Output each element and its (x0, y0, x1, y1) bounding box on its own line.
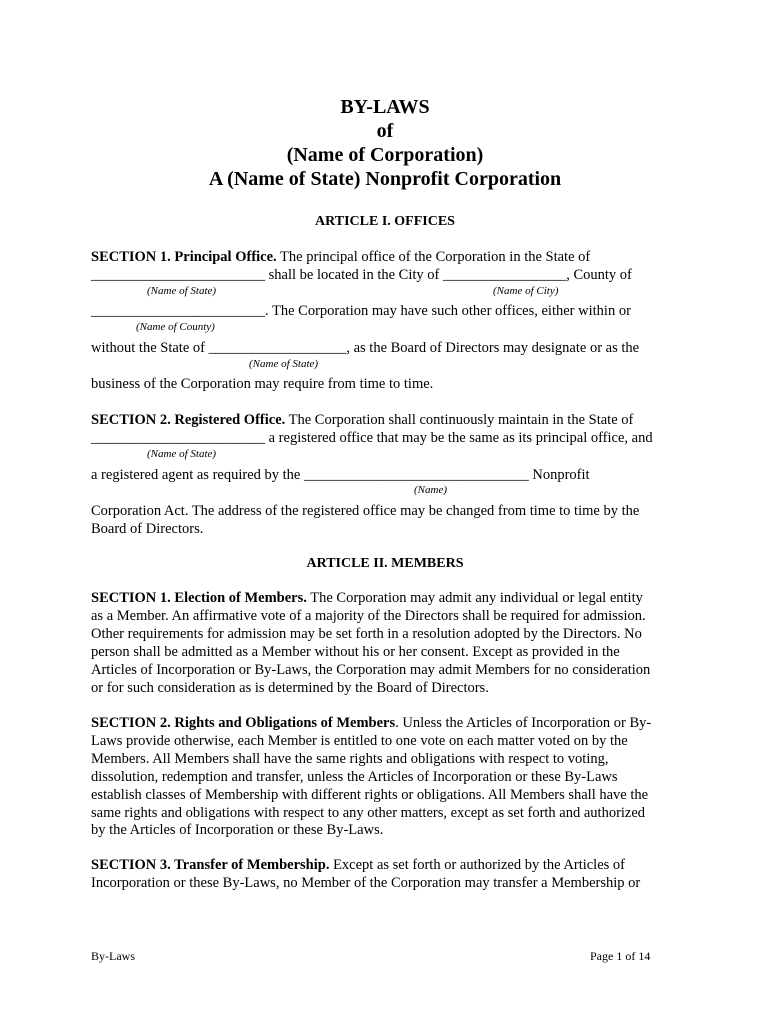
a1-s1-sub-city: (Name of City) (493, 285, 559, 297)
a2-s2-line: Members. All Members shall have the same rights and obligations with respect to voting, (91, 750, 609, 767)
title-line-of: of (376, 120, 394, 142)
a2-s1-line (91, 590, 681, 608)
a2-s3-line: Incorporation or these By-Laws, no Member of the Corporation may transfer a Membership or (91, 874, 641, 891)
a2-s1-line: person shall be admitted as a Member without his or her consent. Except as provided in the (91, 643, 620, 660)
a1-s1-line-2: ________________________ shall be located in the City of _________________, County of (91, 267, 632, 283)
a1-s2-sub-state: (Name of State) (147, 448, 217, 460)
a2-s3-line (91, 857, 681, 875)
a1-s2-label: SECTION 2. Registered Office. (91, 412, 286, 428)
a2-s2-line (91, 715, 681, 733)
a2-s2-text: . Unless the Articles of Incorporation or By- (395, 715, 652, 731)
a2-s2-line: dissolution, redemption and transfer, unless the Articles of Incorporation or these By-Laws (91, 768, 618, 785)
a1-s2-line-3: a registered agent as required by the _______________________________ Nonprofit (91, 467, 590, 483)
a2-s3-label: SECTION 3. Transfer of Membership. (91, 857, 330, 873)
title-line-bylaws: BY-LAWS (340, 96, 430, 118)
title-line-state-nonprofit: A (Name of State) Nonprofit Corporation (208, 168, 562, 190)
a2-section-1 (91, 590, 681, 697)
a2-s2-line: Laws provide otherwise, each Member is entitled to one vote on each matter voted on by the (91, 732, 628, 749)
a2-s1-line: Articles of Incorporation or By-Laws, the Corporation may admit Members for no consideration (91, 661, 651, 678)
a2-section-3 (91, 857, 681, 893)
a1-s1-line-4: without the State of ___________________, as the Board of Directors may designate or as the (91, 340, 640, 356)
a1-s2-text-1: The Corporation shall continuously maintain in the State of (285, 412, 634, 428)
a1-s1-label: SECTION 1. Principal Office. (91, 249, 277, 265)
a2-s1-line: as a Member. An affirmative vote of a majority of the Directors shall be required for admission. (91, 607, 646, 624)
a1-s1-line-1 (91, 248, 590, 266)
footer-document-name: By-Laws (91, 949, 135, 963)
a1-s1-sub-state-2: (Name of State) (249, 358, 319, 370)
a1-s2-line-4: Corporation Act. The address of the registered office may be changed from time to time by the (91, 503, 640, 519)
a2-s1-label: SECTION 1. Election of Members. (91, 590, 307, 606)
a2-s3-text: Except as set forth or authorized by the Articles of (329, 857, 625, 873)
a2-s2-label: SECTION 2. Rights and Obligations of Members (91, 715, 396, 731)
a1-s1-line-3: ________________________. The Corporation may have such other offices, either within or (91, 303, 631, 319)
a1-s1-sub-county: (Name of County) (136, 321, 215, 333)
document-title (0, 95, 770, 191)
a2-s1-line: Other requirements for admission may be set forth in a resolution adopted by the Directors. No (91, 625, 642, 642)
a2-s2-line: by the Articles of Incorporation or these By-Laws. (91, 822, 384, 839)
a2-section-2 (91, 715, 681, 840)
a2-s1-text: The Corporation may admit any individual or legal entity (306, 590, 643, 606)
a1-s2-line-5: Board of Directors. (91, 521, 204, 537)
a1-s2-sub-name: (Name) (414, 484, 447, 496)
title-line-corporation-name: (Name of Corporation) (286, 144, 484, 166)
a1-s1-sub-state: (Name of State) (147, 285, 217, 297)
a2-s2-line: same rights and obligations with respect to any other matters, except as set forth and authorized (91, 804, 646, 821)
a1-s1-text-1: The principal office of the Corporation in the State of (276, 249, 591, 265)
footer-page-number: Page 1 of 14 (590, 949, 651, 963)
a1-s2-line-2: ________________________ a registered office that may be the same as its principal office, and (91, 430, 653, 446)
a2-s2-line: establish classes of Membership with different rights or obligations. All Members shall have the (91, 786, 649, 803)
article-2-heading: ARTICLE II. MEMBERS (306, 556, 464, 571)
article-1-heading: ARTICLE I. OFFICES (315, 214, 455, 229)
a1-s1-line-5: business of the Corporation may require from time to time. (91, 376, 434, 392)
a1-s2-line-1 (91, 411, 633, 429)
a2-s1-line: or for such consideration as is determined by the Board of Directors. (91, 679, 489, 696)
